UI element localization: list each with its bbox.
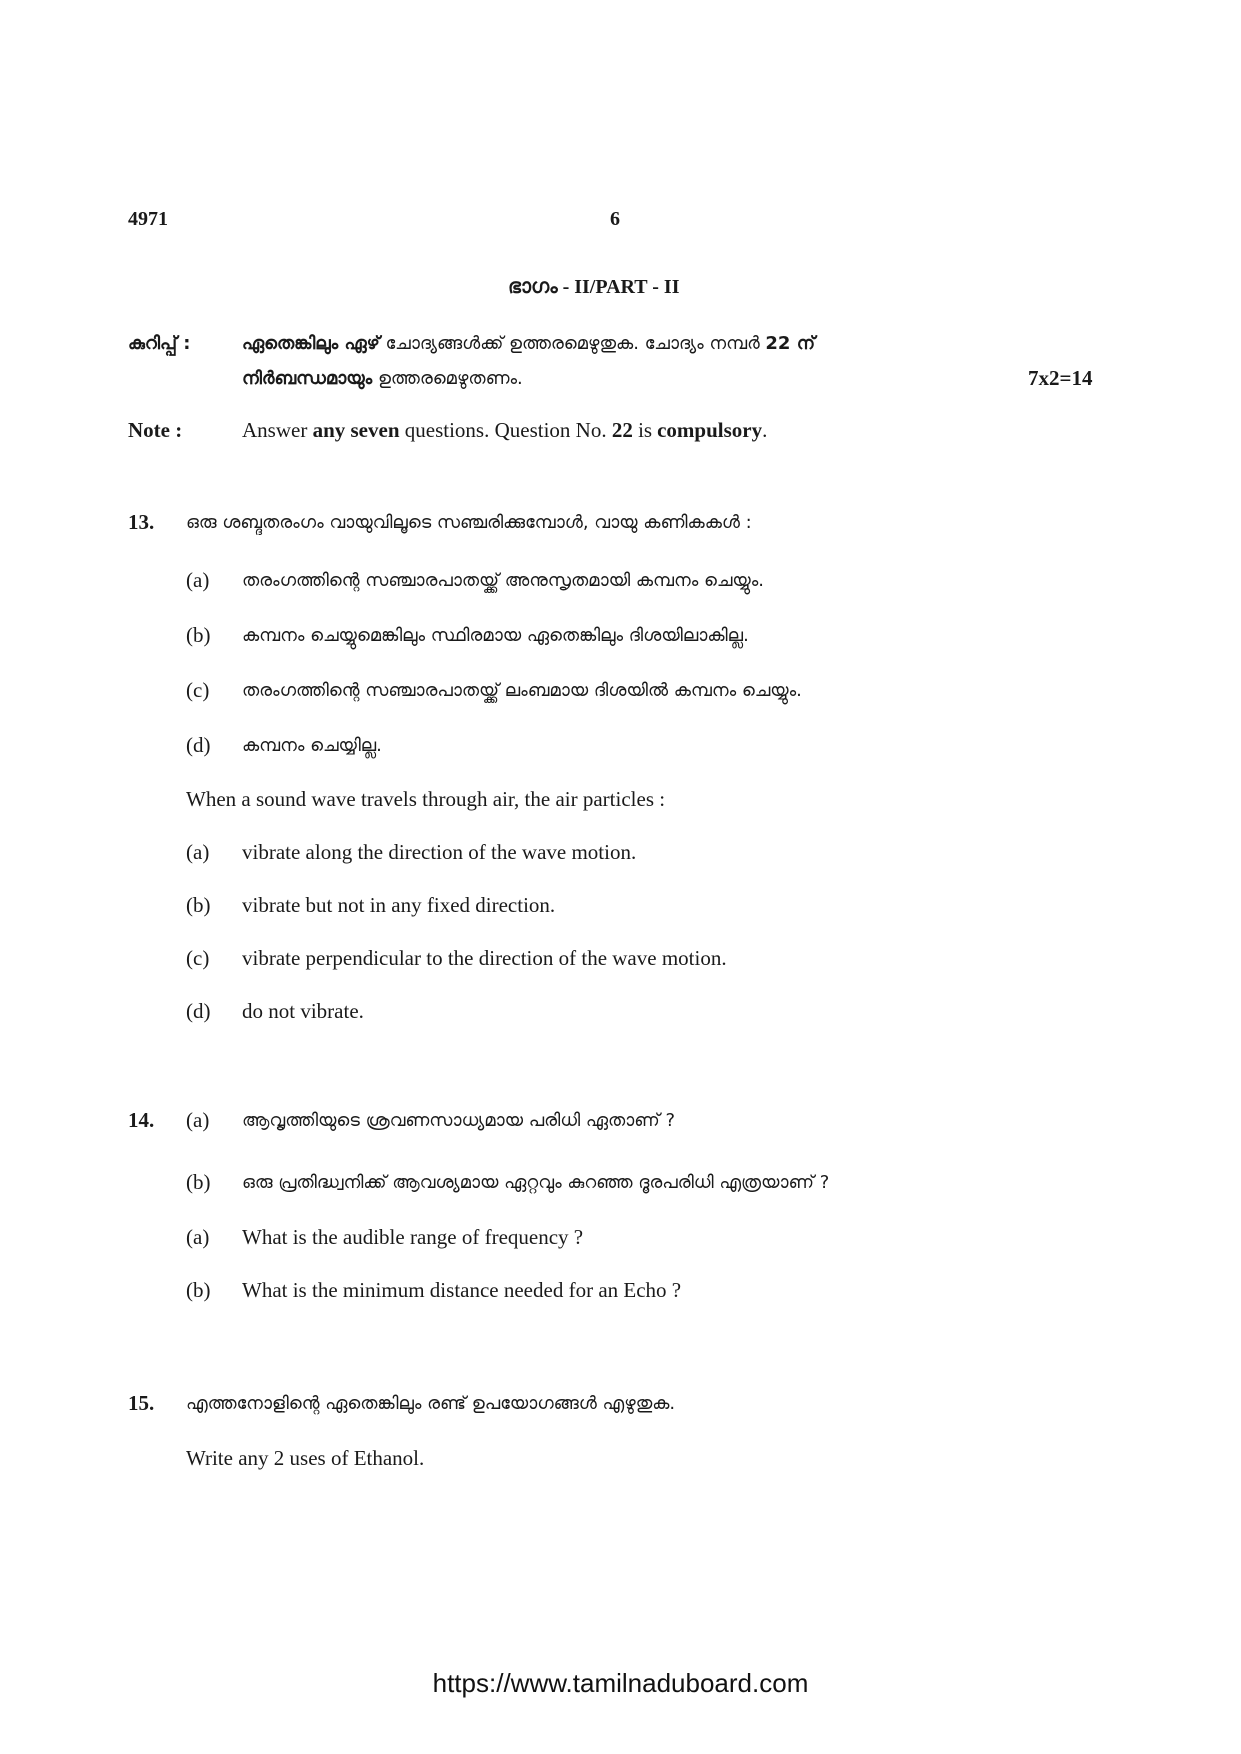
q13-ml-option-text: കമ്പനം ചെയ്യുമെങ്കിലും സ്ഥിരമായ ഏതെങ്കിലും ദിശയിലാകില്ല.: [242, 625, 749, 646]
note-en-t2: questions. Question No.: [404, 418, 607, 442]
question-14-number: 14.: [128, 1108, 155, 1132]
note-ml-bold-compulsory: നിർബന്ധമായും: [242, 368, 373, 389]
q13-en-option-text: vibrate but not in any fixed direction.: [242, 893, 556, 917]
q13-ml-option-text: തരംഗത്തിന്റെ സഞ്ചാരപാതയ്ക്ക് അനുസൃതമായി കമ്പനം ചെയ്യും.: [242, 570, 765, 591]
note-en-t1: Answer: [242, 418, 308, 442]
note-en-t4: .: [762, 418, 768, 442]
note-en-t3: is: [638, 418, 653, 442]
note-ml-bold-seven: ഏതെങ്കിലും ഏഴ്: [242, 333, 380, 354]
question-13-number: 13.: [128, 510, 155, 534]
note-en-label: Note :: [128, 418, 183, 442]
question-15-stem-ml: എത്തനോളിന്റെ ഏതെങ്കിലും രണ്ട് ഉപയോഗങ്ങൾ എഴുതുക.: [186, 1393, 676, 1414]
q13-en-option-text: vibrate perpendicular to the direction of the wave motion.: [242, 946, 727, 970]
q14-ml-part-text: ആവൃത്തിയുടെ ശ്രവണസാധ്യമായ പരിധി ഏതാണ് ?: [242, 1110, 676, 1131]
q13-ml-option-label: (c): [186, 678, 210, 702]
q14-ml-part-label: (a): [186, 1108, 210, 1132]
note-en-question-no: 22: [611, 418, 633, 442]
note-en-any-seven: any seven: [312, 418, 400, 442]
q13-en-option-text: vibrate along the direction of the wave motion.: [242, 840, 637, 864]
q14-ml-part-text: ഒരു പ്രതിദ്ധ്വനിക്ക് ആവശ്യമായ ഏറ്റവും കുറഞ്ഞ ദൂരപരിധി എത്രയാണ് ?: [242, 1172, 830, 1193]
q13-en-option-label: (c): [186, 946, 210, 970]
paper-code: 4971: [128, 208, 168, 230]
q13-ml-option-label: (b): [186, 623, 211, 647]
q13-en-option-text: do not vibrate.: [242, 999, 364, 1023]
note-ml-line1: [242, 333, 815, 354]
q14-en-part-text: What is the audible range of frequency ?: [242, 1225, 584, 1249]
q14-en-part-text: What is the minimum distance needed for an Echo ?: [242, 1278, 682, 1302]
part-title: ഭാഗം - II/PART - II: [508, 276, 680, 298]
footer-url-link[interactable]: https://www.tamilnaduboard.com: [432, 1668, 809, 1698]
note-ml-text1: ചോദ്യങ്ങൾക്ക് ഉത്തരമെഴുതുക. ചോദ്യം നമ്പർ: [385, 333, 760, 354]
q13-ml-option-label: (d): [186, 733, 211, 757]
page-number: 6: [610, 208, 620, 230]
question-15-number: 15.: [128, 1391, 155, 1415]
q13-en-option-label: (a): [186, 840, 210, 864]
question-15-stem-en: Write any 2 uses of Ethanol.: [186, 1446, 425, 1470]
q13-ml-option-text: തരംഗത്തിന്റെ സഞ്ചാരപാതയ്ക്ക് ലംബമായ ദിശയിൽ കമ്പനം ചെയ്യും.: [242, 680, 802, 701]
q14-en-part-label: (a): [186, 1225, 210, 1249]
q13-en-option-label: (b): [186, 893, 211, 917]
marks: 7x2=14: [1028, 366, 1093, 390]
note-en-text: [242, 418, 767, 443]
note-ml-text2: ഉത്തരമെഴുതണം.: [377, 368, 523, 389]
note-en-compulsory: compulsory: [657, 418, 763, 442]
q14-ml-part-label: (b): [186, 1170, 211, 1194]
question-13-stem-en: When a sound wave travels through air, the air particles :: [186, 787, 666, 811]
note-ml-question-no: 22 ന്: [765, 333, 816, 354]
q13-ml-option-label: (a): [186, 568, 210, 592]
question-13-stem-ml: ഒരു ശബ്ദതരംഗം വായുവിലൂടെ സഞ്ചരിക്കുമ്പോൾ, വായു കണികകൾ :: [186, 512, 752, 533]
q14-en-part-label: (b): [186, 1278, 211, 1302]
q13-ml-option-text: കമ്പനം ചെയ്യില്ല.: [242, 735, 382, 756]
note-ml-label: കുറിപ്പ് :: [128, 333, 191, 354]
q13-en-option-label: (d): [186, 999, 211, 1023]
note-ml-line2: [242, 368, 523, 389]
